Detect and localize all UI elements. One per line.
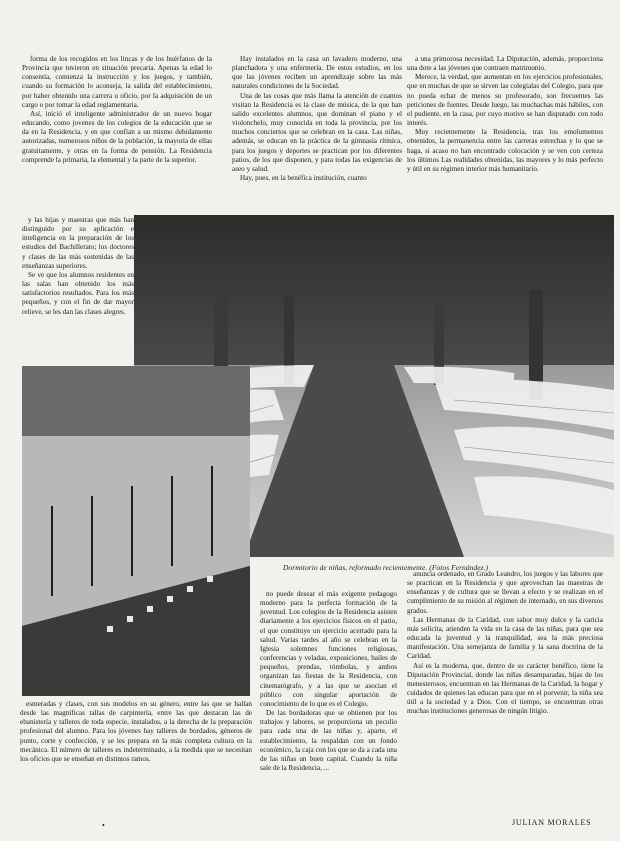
- paragraph: Muy recientemente la Residencia, tras los emolumentos obtenidos, la permanencia entre las carreras estrechas y lo que se haga, si acaso no han encontrado colocación y se ven con certeza los últimos Las realidades obtenidas, las mayores y lo más perfecto y útil en su régimen interior más humanitario.: [407, 128, 603, 173]
- paragraph: Así es la moderna, que, dentro de su carácter benéfico, tiene la Diputación Provincial, donde las niñas desamparadas, hijas de los menesterosos, encuentran en las Hermanas de la Caridad, la hogar y cuidados de quienes las educan para que en el porvenir, la niña sea útil a la sociedad y a Dios. Con el tiempo, se encuentran otras muchas instituciones generosas de ningún litigio.: [407, 661, 603, 716]
- paragraph: a una primorosa necesidad. La Diputación, además, proporciona una dote a las jóvenes que contraen matrimonio.: [407, 55, 603, 73]
- paragraph: De las bordadoras que se obtienen por los trabajos y labores, se proporciona un peculio para cada una de las niñas y, aparte, el establecimiento, la respaldan con un fondo económico, la caja con los que se da a cada una de las niñas un buen capital. Cuando la niña sale de la Residencia, ...: [260, 709, 397, 772]
- photo-caption: Dormitorio de niñas, reformado recientemente. (Fotos Fernández.): [283, 563, 489, 572]
- column-bottom-left: [20, 700, 252, 820]
- paragraph: Una de las cosas que más llama la atención de cuantos visitan la Residencia es la clase de música, de la que han salido excelentes alumnos, que dominan el piano y el violonchelo, muy conocida en toda la provincia, por los muchos conciertos que se celebran en la casa. Las niñas, además, se educan en la práctica de la gimnasia rítmica, para los juegos y deportes se practican por los diferentes patios, de los que disponen, y para todas las exigencias de aseo y salud.: [232, 91, 402, 173]
- workshop-photo-drawing: [22, 366, 250, 696]
- column-bottom-right: [407, 570, 603, 805]
- paragraph: forma de los recogidos en los lincas y de los huérfanos de la Provincia que tuvieron en situación precaria. Apenas la edad lo consentía, comienza la instrucción y los juegos, y también, cuando su formación lo aconseja, la salida del establecimiento, por haber obtenido una carrera u oficio, por la adquisición de un cargo o por tomar la edad reglamentaria.: [22, 55, 212, 109]
- column-top-left: [22, 55, 212, 215]
- paragraph: Hay, pues, en la benéfica institución, cuanto: [240, 174, 367, 183]
- paragraph: Hay instalados en la casa un lavadero moderno, una planchadora y una enfermería. De estos estudios, en los que las jóvenes reciben un aprendizaje sobre las más naturales condiciones de la Sociedad.: [232, 55, 402, 91]
- workshop-photo: [22, 366, 250, 696]
- paragraph: Así, inició el inteligente administrador de un nuevo hogar educando, como jovenes de los colegios de la educación que se da en la Residencia, y en que confían a un mismo debidamente autorizadas, numerosos niños de la población, la mayoría de ellas gratuitamente, y otras en la forma de pensión. La Residencia comprende la primaria, la elemental y la parte de la superior.: [22, 109, 212, 164]
- paragraph: anuncia ordenado, en Grado Leandro, los juegos y las labores que se practican en la Residencia y que aprovechan las maestras de enseñanzas y de cultura que se llevan a efecto y se realizan en el cumplimiento de su misión al régimen de internado, en sus diversos grados.: [407, 570, 603, 615]
- paragraph: Las Hermanas de la Caridad, con sabor muy dulce y la caricia más solícita, atienden la vida en la casa de las niñas, para que sea educada la juventud y la tranquilidad, sea la más preciosa manifestación. Una semejanza de familia y la sana doctrina de la Caridad.: [407, 615, 603, 661]
- column-top-middle: [232, 55, 402, 215]
- paragraph: Merece, la verdad, que aumentan en los ejercicios profesionales, que en muchas de que se sirven las colegialas del Colegio, para que no pueda echar de menos su profesorado, son frecuentes las peticiones de fuentes. Desde luego, las muchachas más hábiles, con el pudiente, en la casa, por cuyo motivo se han disputado con todo interés.: [407, 73, 603, 128]
- paragraph: Se ve que los alumnos residentes en las salas han obtenido los más satisfactorios resultados. Para los más pequeños, y con el fin de dar mayor relieve, se les dan las clases alegres.: [22, 270, 134, 316]
- page-bullet: •: [102, 821, 105, 830]
- author-signature: JULIAN MORALES: [512, 818, 592, 827]
- column-top-right: [407, 55, 603, 215]
- paragraph: no puede desear el más exigente pedagogo moderno para la perfecta formación de la juventud. Los colegios de la Residencia asisten diariamente a los ejercicios físicos en el patio, el que constituye un ejercicio acertado para la salud. Varias tardes al año se celebran en la Iglesia solemnes funciones religiosas, conferencias y veladas, exposiciones, bailes de pequeños, prendas, tómbolas, y ambos organizan las fiestas de la Residencia, con cinematógrafo, y a las que se asocian el público con singular aportación de conocimiento de lo que es el Colegio.: [260, 590, 397, 708]
- paragraph: y las hijas y maestras que más han distinguido por su aplicación e inteligencia en la preparación de los estudios del Bachillerato; los doctores y clases de las más sostenidas de las enseñanzas superiores.: [22, 216, 134, 270]
- column-bottom-middle: [260, 590, 397, 830]
- paragraph: esmeradas y clases, con sus modelos en su género, entre las que se hallan desde las magníficas tallas de carpintería, entre las que destacan las de ebanistería y talleres de toda especie, instalados, a la derecha de la preparación profesional del alumno. Para los jóvenes hay talleres de bordados, géneros de punto, corte y confección, y se les prepara en la más completa cultura en la mecánica. El número de talleres es indeterminado, a la medida que se necesitan los oficios que se enseñan en distintos ramos.: [20, 700, 252, 763]
- column-narrow-left: [22, 216, 134, 364]
